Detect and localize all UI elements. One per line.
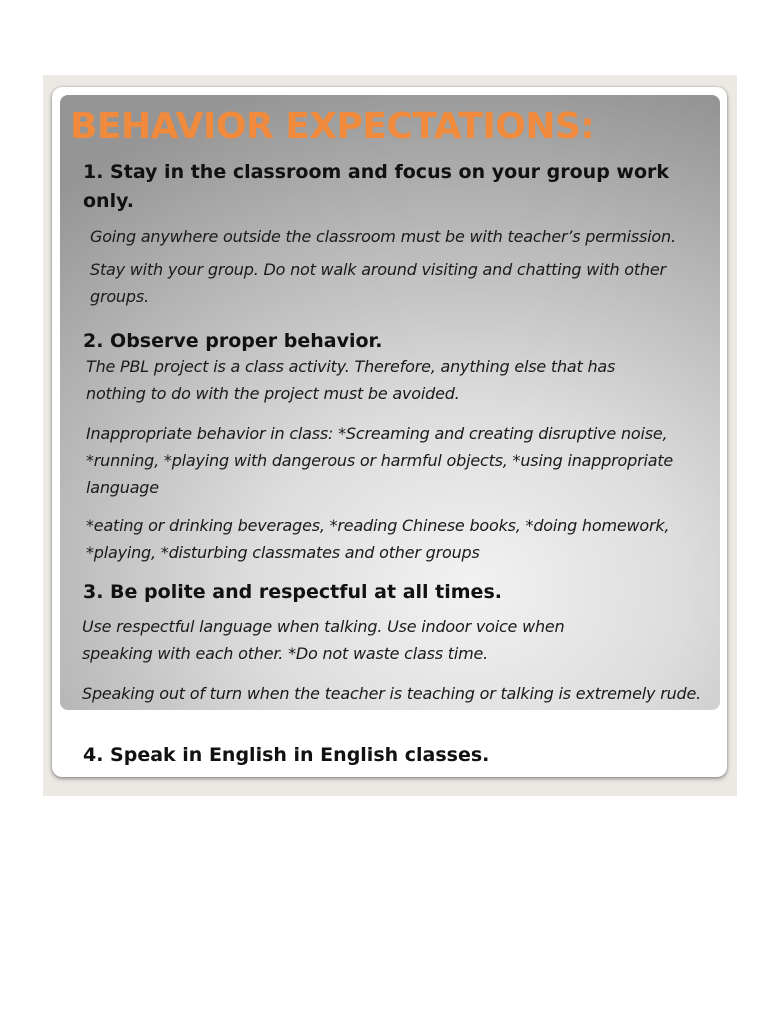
rule-1-paragraph-1: Going anywhere outside the classroom must be with teacher’s permission. [90,227,676,246]
rule-1-paragraph-2: Stay with your group. Do not walk around visiting and chatting with other groups. [90,260,666,306]
rule-2-paragraph-2: Inappropriate behavior in class: *Screaming and creating disruptive noise, *running, *playing with dangerous or harmful objects, *using inappropriate language [86,424,674,497]
slide-frame [43,75,737,796]
slide-content [43,75,737,796]
rule-3-heading: 3. Be polite and respectful at all times. [83,581,502,603]
slide-title: BEHAVIOR EXPECTATIONS: [70,106,595,147]
rule-2-heading: 2. Observe proper behavior. [83,330,383,352]
rule-1-heading: 1. Stay in the classroom and focus on your group work only. [83,161,670,212]
rule-3-paragraph-2: Speaking out of turn when the teacher is teaching or talking is extremely rude. [82,684,702,703]
rule-3-paragraph-1: Use respectful language when talking. Use indoor voice when speaking with each other. *Do not waste class time. [82,617,565,663]
rule-2-paragraph-1: The PBL project is a class activity. Therefore, anything else that has nothing to do with the project must be avoided. [86,357,616,403]
rule-4-heading: 4. Speak in English in English classes. [83,744,490,766]
rule-2-paragraph-3: *eating or drinking beverages, *reading Chinese books, *doing homework, *playing, *disturbing classmates and other groups [86,516,670,562]
